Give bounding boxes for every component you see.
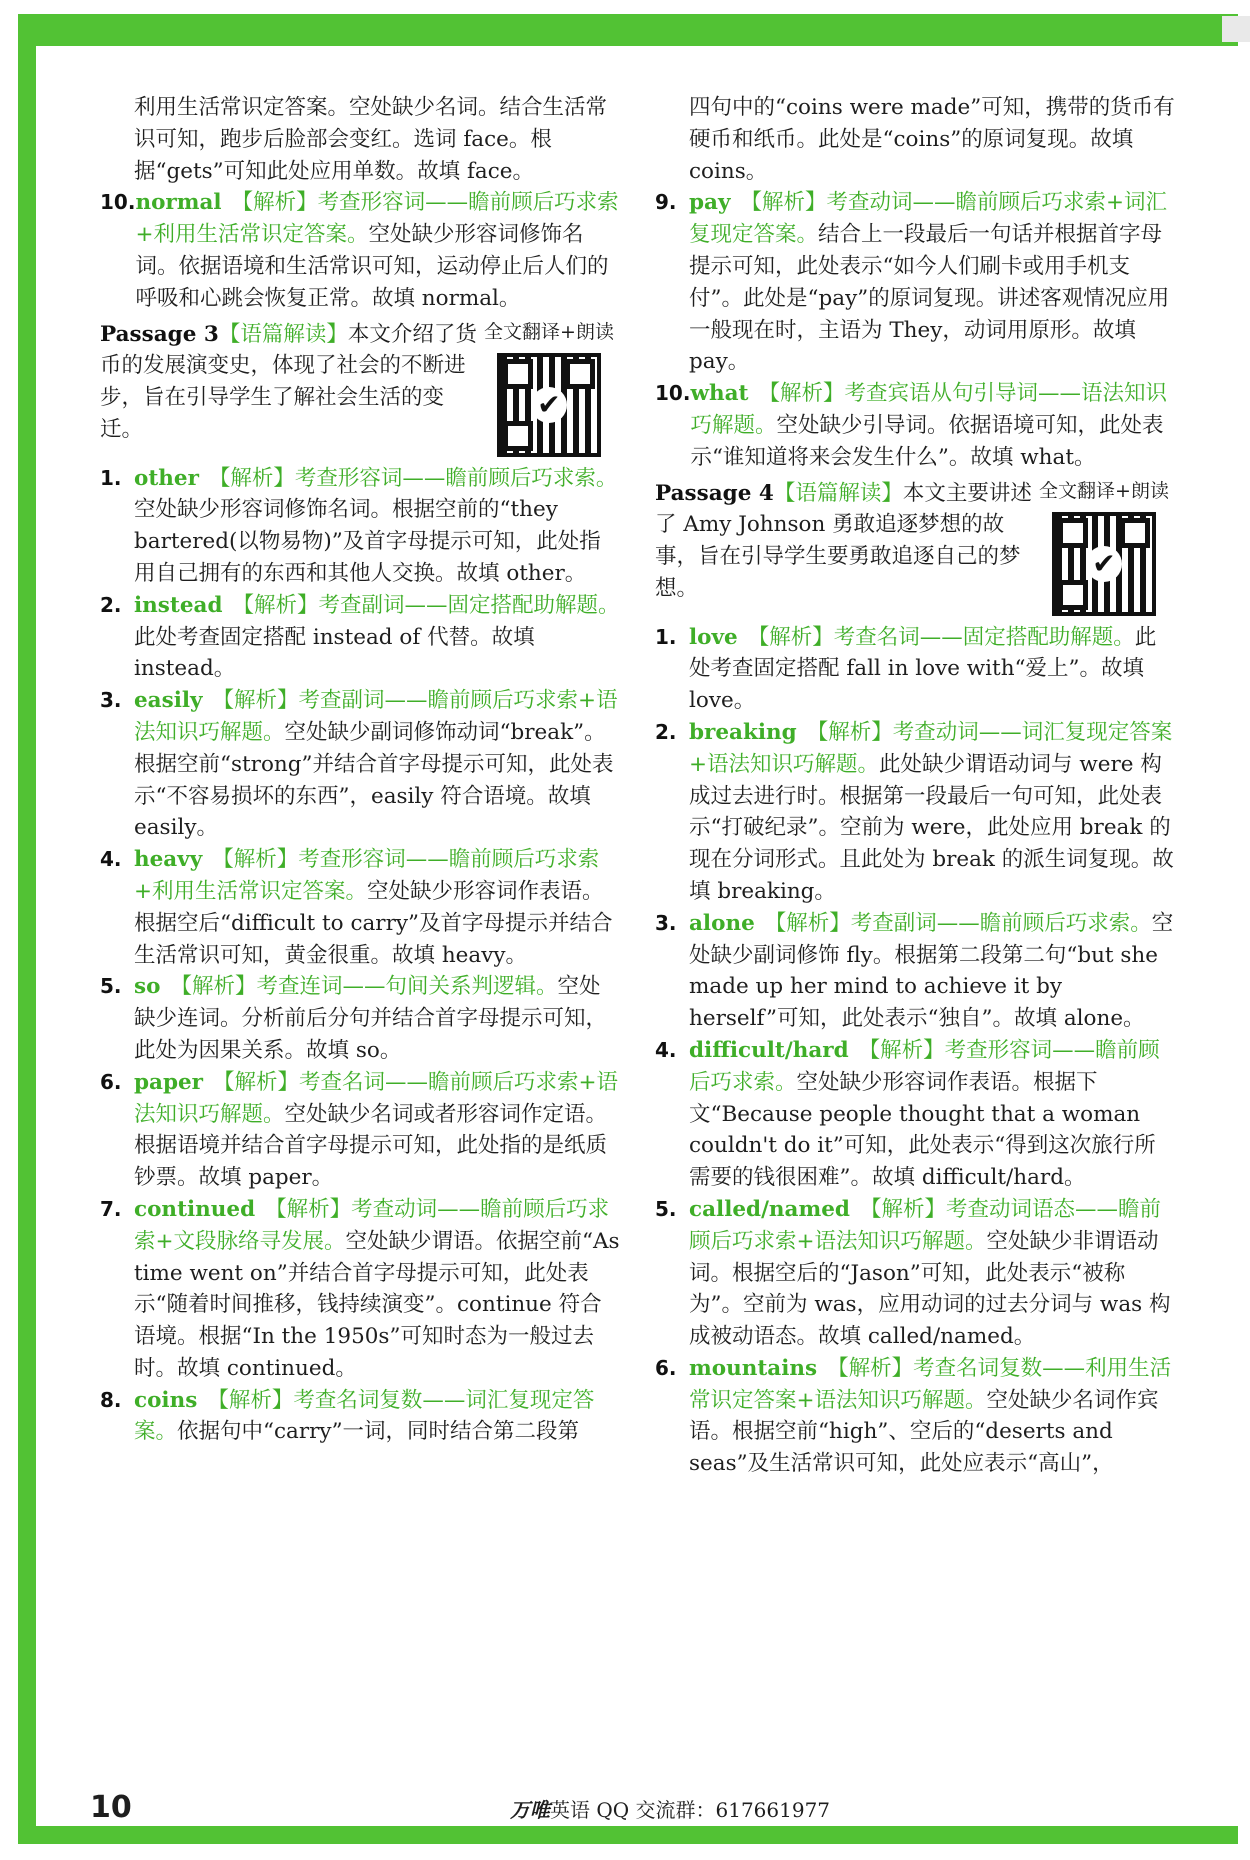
answer-entry bbox=[655, 187, 1175, 378]
answer: other bbox=[134, 465, 199, 491]
qr-block[interactable] bbox=[478, 319, 620, 457]
entry-text: 空处缺少副词修饰动词“break”。根据空前“strong”并结合首字母提示可知，此处表示“不容易损坏的东西”，easily 符合语境。故填 easily。 bbox=[134, 719, 614, 841]
answer: paper bbox=[134, 1069, 204, 1095]
continued-entry bbox=[655, 92, 1175, 187]
checkmark-icon: ✔ bbox=[1086, 546, 1122, 582]
entry-number: 1. bbox=[655, 624, 677, 649]
passage-header bbox=[100, 319, 620, 457]
left-column bbox=[100, 92, 620, 1448]
answer: breaking bbox=[689, 719, 797, 745]
answer-entry bbox=[100, 590, 620, 685]
entry-text: 四句中的“coins were made”可知，携带的货币有硬币和纸币。此处是“coins”的原词复现。故填 coins。 bbox=[689, 95, 1175, 184]
entry-number: 9. bbox=[655, 190, 677, 215]
qr-code-icon[interactable] bbox=[497, 353, 601, 457]
entry-number: 2. bbox=[100, 592, 122, 617]
entry-text: 空处缺少形容词作表语。根据下文“Because people thought that a woman couldn't do it”可知，此处表示“得到这次旅行所需要的钱很困难”。故填 difficult/hard。 bbox=[689, 1069, 1156, 1191]
answer-entry bbox=[100, 844, 620, 971]
answer-entry bbox=[655, 1194, 1175, 1353]
analysis-tag: 【解析】考查动词——瞻前顾后巧求索+文段脉络寻发展。 bbox=[134, 1196, 610, 1254]
left-border bbox=[18, 14, 36, 1844]
entry-number: 6. bbox=[100, 1069, 122, 1094]
passage-tag: 【语篇解读】 bbox=[218, 321, 348, 347]
analysis-tag: 【解析】考查动词——瞻前顾后巧求索+词汇复现定答案。 bbox=[689, 190, 1167, 248]
analysis-tag: 【解析】考查副词——瞻前顾后巧求索。 bbox=[764, 910, 1152, 936]
qr-label: 全文翻译+朗读 bbox=[1039, 479, 1169, 502]
entry-number: 6. bbox=[655, 1355, 677, 1380]
analysis-tag: 【解析】考查动词语态——瞻前顾后巧求索+语法知识巧解题。 bbox=[689, 1196, 1161, 1254]
analysis-tag: 【解析】考查形容词——瞻前顾后巧求索。 bbox=[208, 465, 618, 491]
analysis-tag: 【解析】考查宾语从句引导词——语法知识巧解题。 bbox=[690, 381, 1167, 438]
analysis-tag: 【解析】考查形容词——瞻前顾后巧求索+利用生活常识定答案。 bbox=[135, 190, 619, 248]
entry-text: 空处缺少形容词修饰名词。根据空前的“they bartered(以物易物)”及首字母提示可知，此处指用自己拥有的东西和其他人交换。故填 other。 bbox=[134, 497, 601, 586]
analysis-tag: 【解析】考查名词复数——词汇复现定答案。 bbox=[134, 1387, 595, 1445]
answer: love bbox=[689, 624, 738, 650]
entry-text: 空处缺少名词或者形容词作定语。根据语境并结合首字母提示可知，此处指的是纸质钞票。故填 paper。 bbox=[134, 1101, 608, 1191]
passage-title: Passage 4 bbox=[655, 480, 774, 506]
entry-number: 4. bbox=[100, 847, 122, 872]
passage-summary: 本文介绍了货币的发展演变史，体现了社会的不断进步，旨在引导学生了解社会生活的变迁。 bbox=[100, 321, 477, 442]
passage-header bbox=[655, 478, 1175, 616]
entry-number: 3. bbox=[655, 910, 677, 935]
answer-entry bbox=[655, 622, 1175, 717]
answer-entry bbox=[655, 1353, 1175, 1480]
entry-text: 此处缺少谓语动词与 were 构成过去进行时。根据第一段最后一句可知，此处表示“打破纪录”。空前为 were，此处应用 break 的现在分词形式。且此处为 break 的派生词复现。故填 breaking。 bbox=[689, 751, 1174, 904]
entry-text: 空处缺少连词。分析前后分句并结合首字母提示可知，此处为因果关系。故填 so。 bbox=[134, 974, 608, 1063]
answer-entry bbox=[100, 1194, 620, 1385]
entry-number: 5. bbox=[100, 974, 122, 999]
answer: called/named bbox=[689, 1196, 850, 1222]
answer: difficult/hard bbox=[689, 1037, 849, 1063]
entry-number: 4. bbox=[655, 1037, 677, 1062]
analysis-tag: 【解析】考查名词复数——利用生活常识定答案+语法知识巧解题。 bbox=[689, 1355, 1172, 1413]
answer: so bbox=[134, 974, 161, 1000]
entry-number: 1. bbox=[100, 465, 122, 490]
analysis-tag: 【解析】考查形容词——瞻前顾后巧求索。 bbox=[689, 1037, 1160, 1095]
entry-number: 5. bbox=[655, 1196, 677, 1221]
entry-text: 空处缺少名词作宾语。根据空前“high”、空后的“deserts and seas”及生活常识可知，此处应表示“高山”， bbox=[689, 1387, 1159, 1477]
entry-text: 此处考查固定搭配 instead of 代替。故填 instead。 bbox=[134, 624, 535, 682]
brand-logo: 万唯 bbox=[510, 1798, 550, 1822]
page-number: 10 bbox=[90, 1790, 132, 1825]
answer: easily bbox=[134, 688, 203, 714]
answer: instead bbox=[134, 592, 223, 618]
entry-text: 利用生活常识定答案。空处缺少名词。结合生活常识可知，跑步后脸部会变红。选词 face。根据“gets”可知此处应用单数。故填 face。 bbox=[134, 95, 608, 184]
answer: continued bbox=[134, 1196, 256, 1222]
answer-entry bbox=[100, 1385, 620, 1449]
qr-block[interactable] bbox=[1033, 478, 1175, 616]
analysis-tag: 【解析】考查动词——词汇复现定答案+语法知识巧解题。 bbox=[689, 719, 1173, 777]
right-column bbox=[655, 92, 1175, 1480]
corner-tab bbox=[1222, 16, 1250, 42]
analysis-tag: 【解析】考查副词——固定搭配助解题。 bbox=[232, 592, 620, 618]
top-border bbox=[18, 14, 1238, 46]
answer: what bbox=[690, 381, 749, 407]
answer-entry bbox=[100, 1067, 620, 1194]
entry-text: 空处缺少引导词。依据语境可知，此处表示“谁知道将来会发生什么”。故填 what。 bbox=[690, 412, 1164, 470]
passage-summary: 本文主要讲述了 Amy Johnson 勇敢追逐梦想的故事，旨在引导学生要勇敢追逐自己的梦想。 bbox=[655, 480, 1032, 601]
passage-tag: 【语篇解读】 bbox=[773, 480, 903, 506]
answer-entry bbox=[655, 1035, 1175, 1194]
footer-contact: 英语 QQ 交流群：617661977 bbox=[550, 1798, 831, 1822]
answer: heavy bbox=[134, 847, 203, 873]
entry-text: 结合上一段最后一句话并根据首字母提示可知，此处表示“如今人们刷卡或用手机支付”。此处是“pay”的原词复现。讲述客观情况应用一般现在时，主语为 They，动词用原形。故填 pay。 bbox=[689, 222, 1170, 375]
analysis-tag: 【解析】考查形容词——瞻前顾后巧求索+利用生活常识定答案。 bbox=[134, 847, 600, 904]
answer: alone bbox=[689, 910, 755, 936]
entry-text: 空处缺少形容词作表语。根据空后“difficult to carry”及首字母提示并结合生活常识可知，黄金很重。故填 heavy。 bbox=[134, 878, 613, 968]
entry-text: 空处缺少谓语。依据空前“As time went on”并结合首字母提示可知，此处表示“随着时间推移，钱持续演变”。continue 符合语境。根据“In the 1950s”可知时态为一般过去时。故填 continued。 bbox=[134, 1228, 620, 1381]
answer-entry bbox=[100, 463, 620, 590]
analysis-tag: 【解析】考查副词——瞻前顾后巧求索+语法知识巧解题。 bbox=[134, 688, 618, 745]
answer-entry bbox=[655, 717, 1175, 908]
entry-number: 3. bbox=[100, 688, 122, 713]
entry-text: 依据句中“carry”一词，同时结合第二段第 bbox=[177, 1419, 580, 1445]
analysis-tag: 【解析】考查名词——瞻前顾后巧求索+语法知识巧解题。 bbox=[134, 1069, 619, 1127]
answer-entry bbox=[655, 378, 1175, 473]
entry-text: 空处缺少副词修饰 fly。根据第二段第二句“but she made up her mind to achieve it by herself”可知，此处表示“独自”。故填 alone。 bbox=[689, 910, 1174, 1032]
qr-label: 全文翻译+朗读 bbox=[484, 320, 614, 343]
bottom-border bbox=[18, 1826, 1238, 1844]
answer-entry bbox=[100, 685, 620, 844]
answer: coins bbox=[134, 1387, 198, 1413]
entry-number: 10. bbox=[100, 190, 136, 215]
answer: pay bbox=[689, 190, 731, 216]
answer-entry bbox=[655, 908, 1175, 1035]
analysis-tag: 【解析】考查名词——固定搭配助解题。 bbox=[747, 624, 1135, 650]
answer-entry bbox=[100, 971, 620, 1066]
checkmark-icon: ✔ bbox=[531, 387, 567, 423]
answer: normal bbox=[135, 190, 222, 216]
entry-number: 2. bbox=[655, 719, 677, 744]
analysis-tag: 【解析】考查连词——句间关系判逻辑。 bbox=[170, 974, 558, 1000]
continued-entry bbox=[100, 92, 620, 187]
answer-entry bbox=[100, 187, 620, 314]
footer bbox=[510, 1794, 830, 1823]
qr-code-icon[interactable] bbox=[1052, 512, 1156, 616]
answer: mountains bbox=[689, 1355, 818, 1381]
entry-text: 空处缺少形容词修饰名词。依据语境和生活常识可知，运动停止后人们的呼吸和心跳会恢复正常。故填 normal。 bbox=[135, 222, 609, 311]
entry-text: 此处考查固定搭配 fall in love with“爱上”。故填 love。 bbox=[689, 624, 1157, 714]
entry-number: 7. bbox=[100, 1196, 122, 1221]
entry-number: 10. bbox=[655, 381, 691, 406]
entry-number: 8. bbox=[100, 1387, 122, 1412]
entry-text: 空处缺少非谓语动词。根据空后的“Jason”可知，此处表示“被称为”。空前为 was，应用动词的过去分词与 was 构成被动语态。故填 called/named。 bbox=[689, 1228, 1171, 1350]
passage-title: Passage 3 bbox=[100, 321, 219, 347]
